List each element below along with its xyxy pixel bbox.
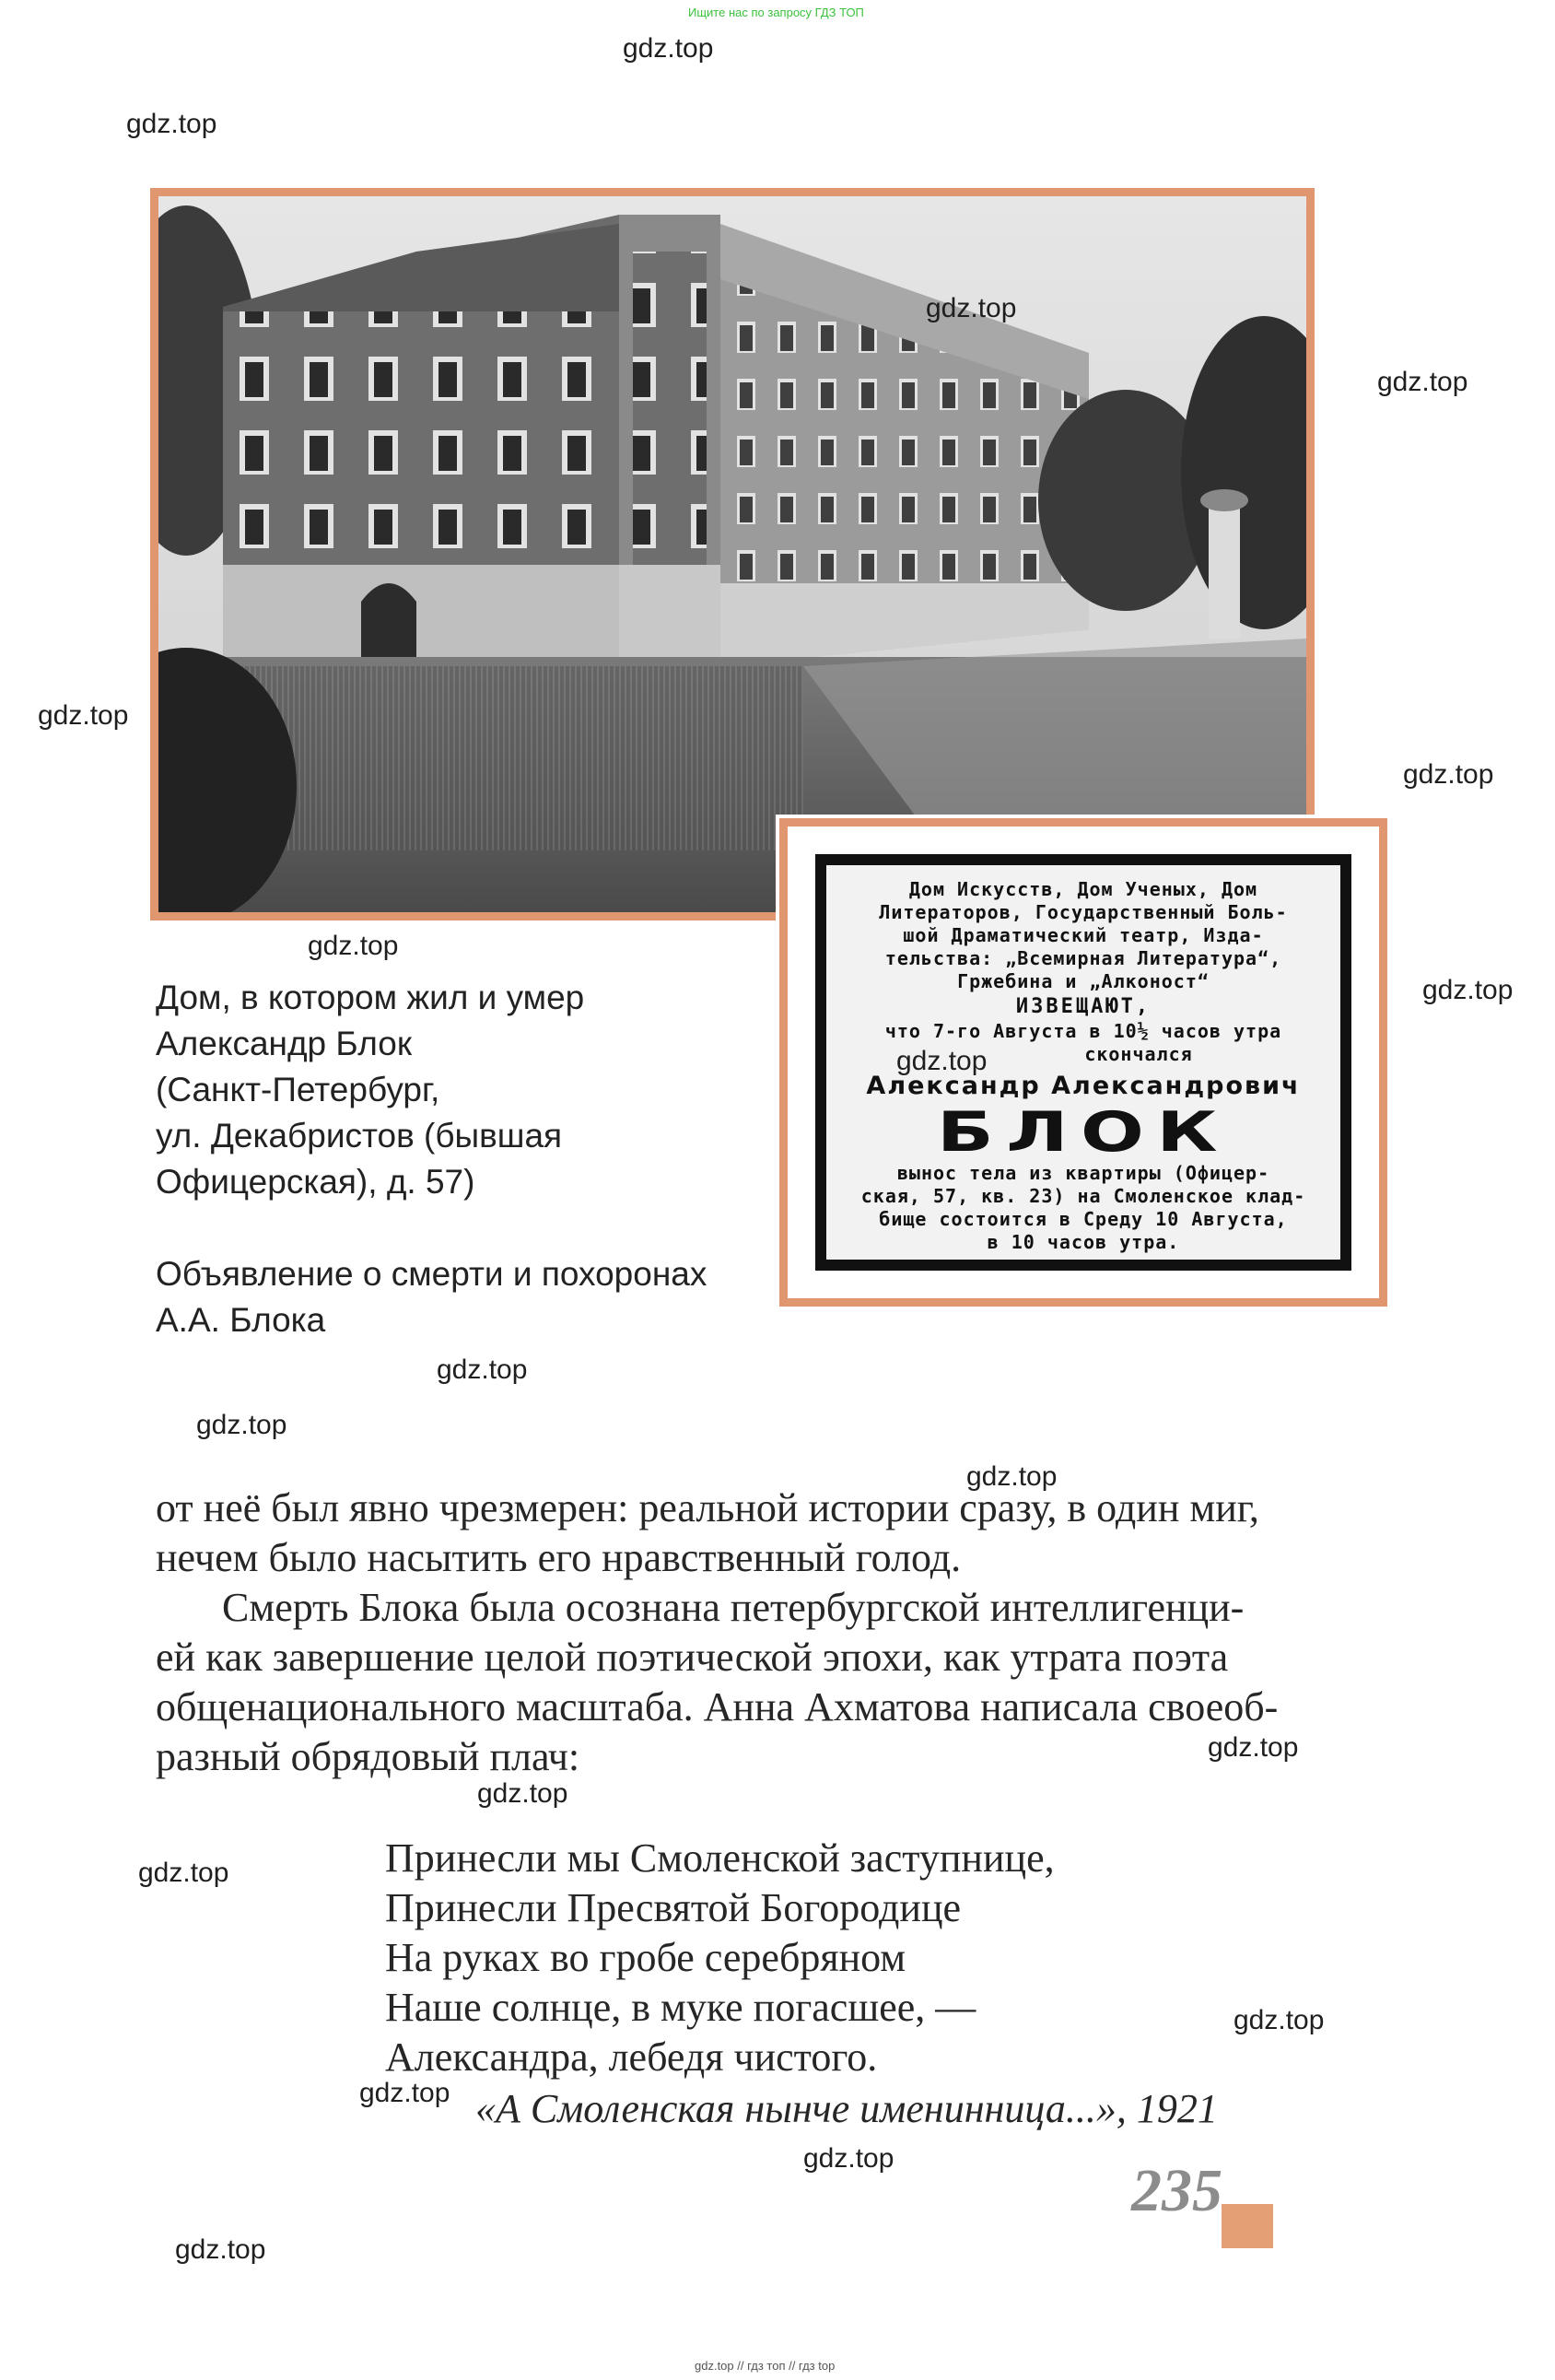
poem-source: «А Смоленская нынче именинница...», 1921 [475,2086,1218,2131]
watermark: gdz.top [308,931,399,961]
caption-line: Офицерская), д. 57) [156,1163,475,1201]
footer-note: gdz.top // гдз топ // гдз top [695,2359,836,2373]
notice-caption [156,1251,707,1343]
body-line: нечем было насытить его нравственный голод. [156,1535,962,1580]
watermark: gdz.top [1208,1732,1299,1763]
poem-line: Наше солнце, в муке погасшее, — [385,1985,976,2030]
poem-line: Принесли Пресвятой Богородице [385,1885,962,1930]
caption-line: ул. Декабристов (бывшая [156,1117,563,1155]
body-text [156,1483,1278,1782]
caption-line: (Санкт-Петербург, [156,1071,440,1108]
watermark: gdz.top [126,109,217,139]
watermark: gdz.top [623,33,714,64]
watermark: gdz.top [1403,759,1494,790]
notice-funeral-line: в 10 часов утра. [987,1231,1180,1253]
house-caption [156,975,584,1205]
house-photo-image [158,196,1306,912]
watermark: gdz.top [896,1046,988,1076]
watermark: gdz.top [38,700,129,731]
poem-line: Александра, лебедя чистого. [385,2034,878,2080]
watermark: gdz.top [803,2143,894,2174]
notice-funeral-line: ская, 57, кв. 23) на Смоленское клад- [860,1185,1306,1207]
notice-line: шой Драматический театр, Изда- [903,924,1264,946]
watermark: gdz.top [196,1410,287,1440]
notice-time-line: что 7-го Августа в 10½ часов утра [884,1020,1282,1042]
body-line: разный обрядовый плач: [156,1734,580,1779]
poem-line: На руках во гробе серебряном [385,1935,906,1980]
caption-line: А.А. Блока [156,1301,326,1339]
page-number-marker [1222,2204,1273,2248]
watermark: gdz.top [1233,2005,1325,2035]
watermark: gdz.top [437,1354,528,1385]
notice-announce: ИЗВЕЩАЮТ, [1015,995,1152,1018]
poem-line: Принесли мы Смоленской заступнице, [385,1835,1055,1881]
watermark: gdz.top [1422,975,1514,1005]
caption-line: Дом, в котором жил и умер [156,979,585,1016]
notice-funeral-line: бище состоится в Среду 10 Августа, [879,1208,1288,1230]
notice-surname: БЛОК [936,1100,1231,1165]
watermark: gdz.top [1377,367,1468,397]
watermark: gdz.top [138,1858,229,1888]
body-line: от неё был явно чрезмерен: реальной истории сразу, в один миг, [156,1485,1259,1530]
caption-line: Александр Блок [156,1025,413,1062]
notice-line: Литераторов, Государственный Боль- [879,901,1288,923]
watermark: gdz.top [175,2234,266,2265]
house-photo [150,188,1315,920]
poem [385,1834,1055,2082]
notice-funeral-line: вынос тела из квартиры (Офицер- [896,1162,1270,1184]
notice-line: Дом Искусств, Дом Ученых, Дом [908,878,1258,900]
body-line: общенационального масштаба. Анна Ахматова написала своеоб- [156,1684,1279,1729]
death-notice [779,818,1387,1307]
notice-line: Гржебина и „Алконост“ [957,970,1210,992]
page-number: 235 [1131,2157,1222,2224]
notice-died: скончался [1084,1043,1193,1065]
caption-line: Объявление о смерти и похоронах [156,1255,707,1293]
top-search-note: Ищите нас по запросу ГДЗ ТОП [688,6,864,19]
body-line: ей как завершение целой поэтической эпохи, как утрата поэта [156,1635,1229,1680]
notice-line: тельства: „Всемирная Литература“, [884,947,1282,969]
watermark: gdz.top [926,293,1017,323]
watermark: gdz.top [966,1461,1058,1492]
notice-name: Александр Александрович [866,1072,1301,1100]
watermark: gdz.top [359,2078,450,2108]
body-line: Смерть Блока была осознана петербургской интеллигенци- [222,1585,1245,1630]
watermark: gdz.top [477,1778,568,1809]
